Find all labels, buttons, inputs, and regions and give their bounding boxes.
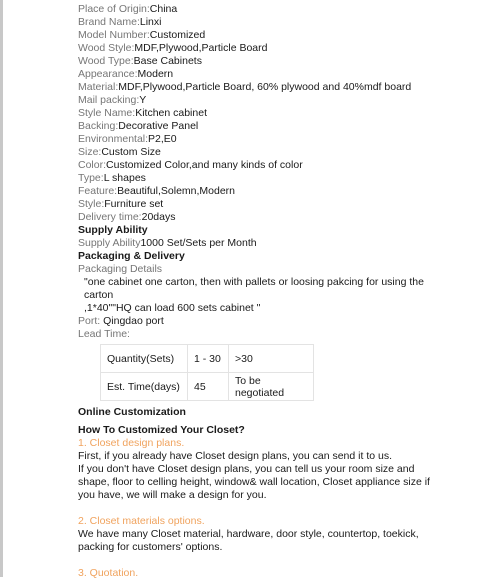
lead-time-label: Lead Time: [78, 328, 130, 340]
spacer [78, 502, 488, 515]
spec-value: Base Cabinets [133, 55, 202, 67]
spec-row [78, 68, 488, 81]
spec-row [78, 42, 488, 55]
spec-value: MDF,Plywood,Particle Board, 60% plywood and 40%mdf board [118, 81, 412, 93]
spec-label: Type: [78, 172, 104, 184]
spec-value: Y [139, 94, 147, 106]
spec-value: Kitchen cabinet [135, 107, 207, 119]
spec-row [78, 81, 488, 94]
spec-label: Feature: [78, 185, 118, 197]
spec-list [78, 3, 488, 224]
spec-value: Customized [149, 29, 206, 41]
spec-row [78, 16, 488, 29]
port-value: Qingdao port [100, 315, 164, 327]
spec-row [78, 94, 488, 107]
packaging-details-label: Packaging Details [78, 263, 163, 275]
spec-row [78, 3, 488, 16]
spec-value: China [149, 3, 178, 15]
spec-value: 20days [141, 211, 176, 223]
spec-label: Style Name: [78, 107, 136, 119]
spec-row [78, 211, 488, 224]
supply-ability-row [78, 237, 488, 250]
spec-row [78, 120, 488, 133]
supply-ability-value: 1000 Set/Sets per Month [140, 237, 257, 249]
step3-title: 3. Quotation. [78, 567, 139, 579]
step2-paragraph-line1: We have many Closet material, hardware, door style, countertop, toekick, [78, 528, 419, 540]
packaging-details-line2: carton [84, 289, 114, 301]
spec-value: P2,E0 [148, 133, 177, 145]
table-row [101, 373, 314, 401]
spec-label: Mail packing: [78, 94, 140, 106]
step1-title: 1. Closet design plans. [78, 437, 185, 449]
spec-value: Linxi [139, 16, 162, 28]
spec-label: Environmental: [78, 133, 149, 145]
step2-paragraph-line2: packing for customers' options. [78, 541, 223, 553]
spec-value: Decorative Panel [118, 120, 199, 132]
spec-row [78, 172, 488, 185]
spec-value: Modern [137, 68, 174, 80]
step1-paragraph1: First, if you already have Closet design plans, you can send it to us. [78, 450, 393, 462]
spec-label: Model Number: [78, 29, 150, 41]
step1-paragraph2-line2: shape, floor to celling height, window& wall location, Closet appliance size if [78, 476, 430, 488]
table-cell: >30 [229, 345, 314, 373]
step2-title: 2. Closet materials options. [78, 515, 205, 527]
packaging-details-line1: "one cabinet one carton, then with pallets or loosing pakcing for using the [84, 276, 424, 288]
spec-value: Beautiful,Solemn,Modern [117, 185, 236, 197]
table-row [101, 345, 314, 373]
spec-value: Furniture set [104, 198, 164, 210]
table-cell: Est. Time(days) [101, 373, 188, 401]
step1-paragraph2-line1: If you don't have Closet design plans, you can tell us your room size and [78, 463, 415, 475]
online-customization-heading: Online Customization [78, 406, 186, 418]
spec-label: Appearance: [78, 68, 138, 80]
port-label: Port: [78, 315, 101, 327]
spec-label: Delivery time: [78, 211, 142, 223]
port-row [78, 315, 488, 328]
spec-row [78, 29, 488, 42]
spec-row [78, 133, 488, 146]
step1-paragraph2-line3: you have, we will make a design for you. [78, 489, 267, 501]
supply-ability-label: Supply Ability [78, 237, 141, 249]
spec-label: Size: [78, 146, 102, 158]
table-cell: Quantity(Sets) [101, 345, 188, 373]
spec-label: Wood Type: [78, 55, 134, 67]
spec-row [78, 159, 488, 172]
lead-time-table [100, 344, 314, 401]
spec-label: Place of Origin: [78, 3, 150, 15]
spec-value: MDF,Plywood,Particle Board [134, 42, 268, 54]
spec-value: L shapes [103, 172, 146, 184]
spec-label: Wood Style: [78, 42, 135, 54]
table-cell: 45 [188, 373, 229, 401]
table-cell: 1 - 30 [188, 345, 229, 373]
spec-label: Brand Name: [78, 16, 140, 28]
spec-label: Style: [78, 198, 105, 210]
spec-row [78, 185, 488, 198]
spec-value: Custom Size [101, 146, 161, 158]
spacer [78, 554, 488, 567]
spec-label: Material: [78, 81, 119, 93]
supply-ability-heading: Supply Ability [78, 224, 148, 236]
spec-row [78, 55, 488, 68]
left-border [0, 0, 3, 577]
customization-subheading: How To Customized Your Closet? [78, 424, 245, 436]
spec-value: Customized Color,and many kinds of color [106, 159, 303, 171]
spec-row [78, 107, 488, 120]
spec-label: Color: [78, 159, 107, 171]
packaging-details-line3: ,1*40""HQ can load 600 sets cabinet " [84, 302, 261, 314]
table-cell: To be negotiated [229, 373, 314, 401]
spec-row [78, 198, 488, 211]
product-detail-content [78, 3, 488, 580]
packaging-heading: Packaging & Delivery [78, 250, 185, 262]
spec-row [78, 146, 488, 159]
spec-label: Backing: [78, 120, 119, 132]
